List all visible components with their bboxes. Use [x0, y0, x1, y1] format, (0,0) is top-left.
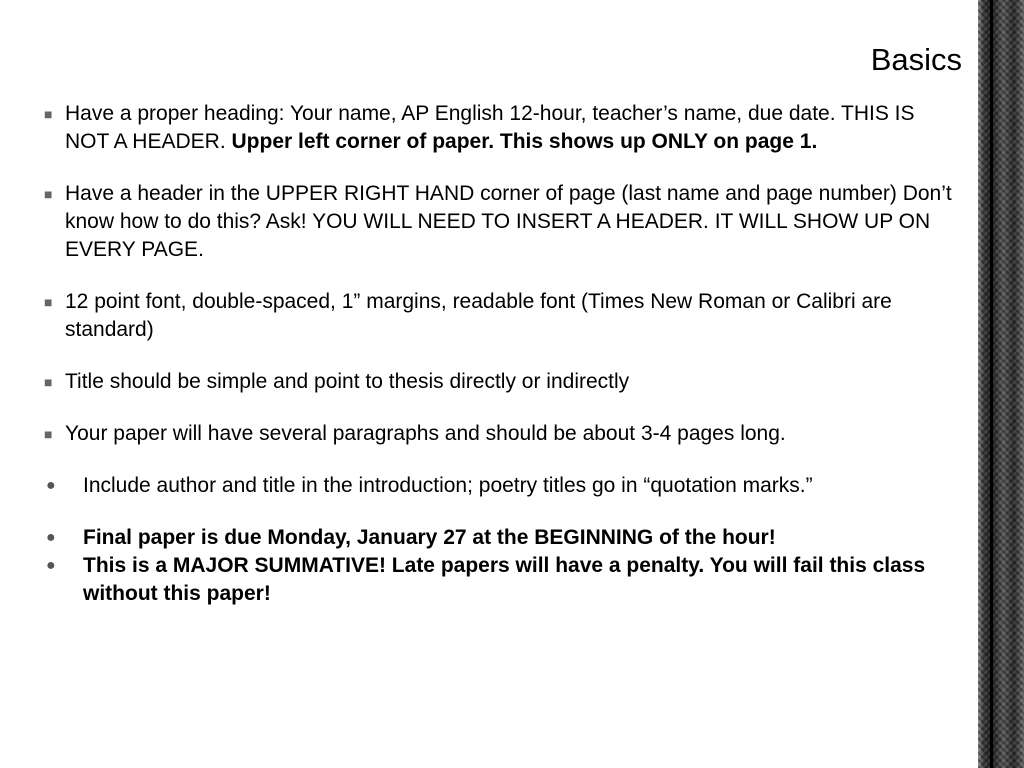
list-item: [44, 100, 964, 156]
item-bold-text: Final paper is due Monday, January 27 at the BEGINNING of the hour!: [83, 526, 776, 549]
item-text: 12 point font, double-spaced, 1” margins, readable font (Times New Roman or Calibri are standard): [65, 290, 892, 341]
item-bold-text: This is a MAJOR SUMMATIVE! Late papers will have a penalty. You will fail this class without this paper!: [83, 554, 926, 605]
item-text: Title should be simple and point to thesis directly or indirectly: [65, 370, 630, 393]
list-item: [44, 288, 964, 344]
item-text: Your paper will have several paragraphs and should be about 3-4 pages long.: [65, 422, 786, 445]
round-bullet-icon: ●: [46, 529, 56, 546]
decorative-side-border: [978, 0, 1024, 768]
square-bullet-icon: ■: [44, 374, 53, 390]
list-item-warning: [44, 552, 964, 608]
bullet-list: [44, 100, 964, 608]
list-item: [44, 368, 964, 396]
round-bullet-icon: ●: [46, 477, 56, 494]
side-border-line: [990, 0, 993, 768]
square-bullet-icon: ■: [44, 426, 53, 442]
round-bullet-icon: ●: [46, 557, 56, 574]
list-item: [44, 472, 964, 500]
slide-title: Basics: [870, 42, 962, 77]
list-item: [44, 420, 964, 448]
square-bullet-icon: ■: [44, 186, 53, 202]
square-bullet-icon: ■: [44, 106, 53, 122]
item-text: Have a proper heading: Your name, AP English 12-hour, teacher’s name, due date. THIS IS NOT A HEADER.: [65, 102, 915, 153]
list-item-deadline: [44, 524, 964, 552]
item-text: Include author and title in the introduction; poetry titles go in “quotation marks.”: [83, 474, 813, 497]
item-text: Have a header in the UPPER RIGHT HAND corner of page (last name and page number) Don’t know how to do this? Ask! YOU WILL NEED TO INSERT A HEADER. IT WILL SHOW UP ON EVERY PAGE.: [65, 182, 952, 261]
list-item: [44, 180, 964, 264]
square-bullet-icon: ■: [44, 294, 53, 310]
item-bold-text: Upper left corner of paper. This shows up ONLY on page 1.: [231, 130, 818, 153]
